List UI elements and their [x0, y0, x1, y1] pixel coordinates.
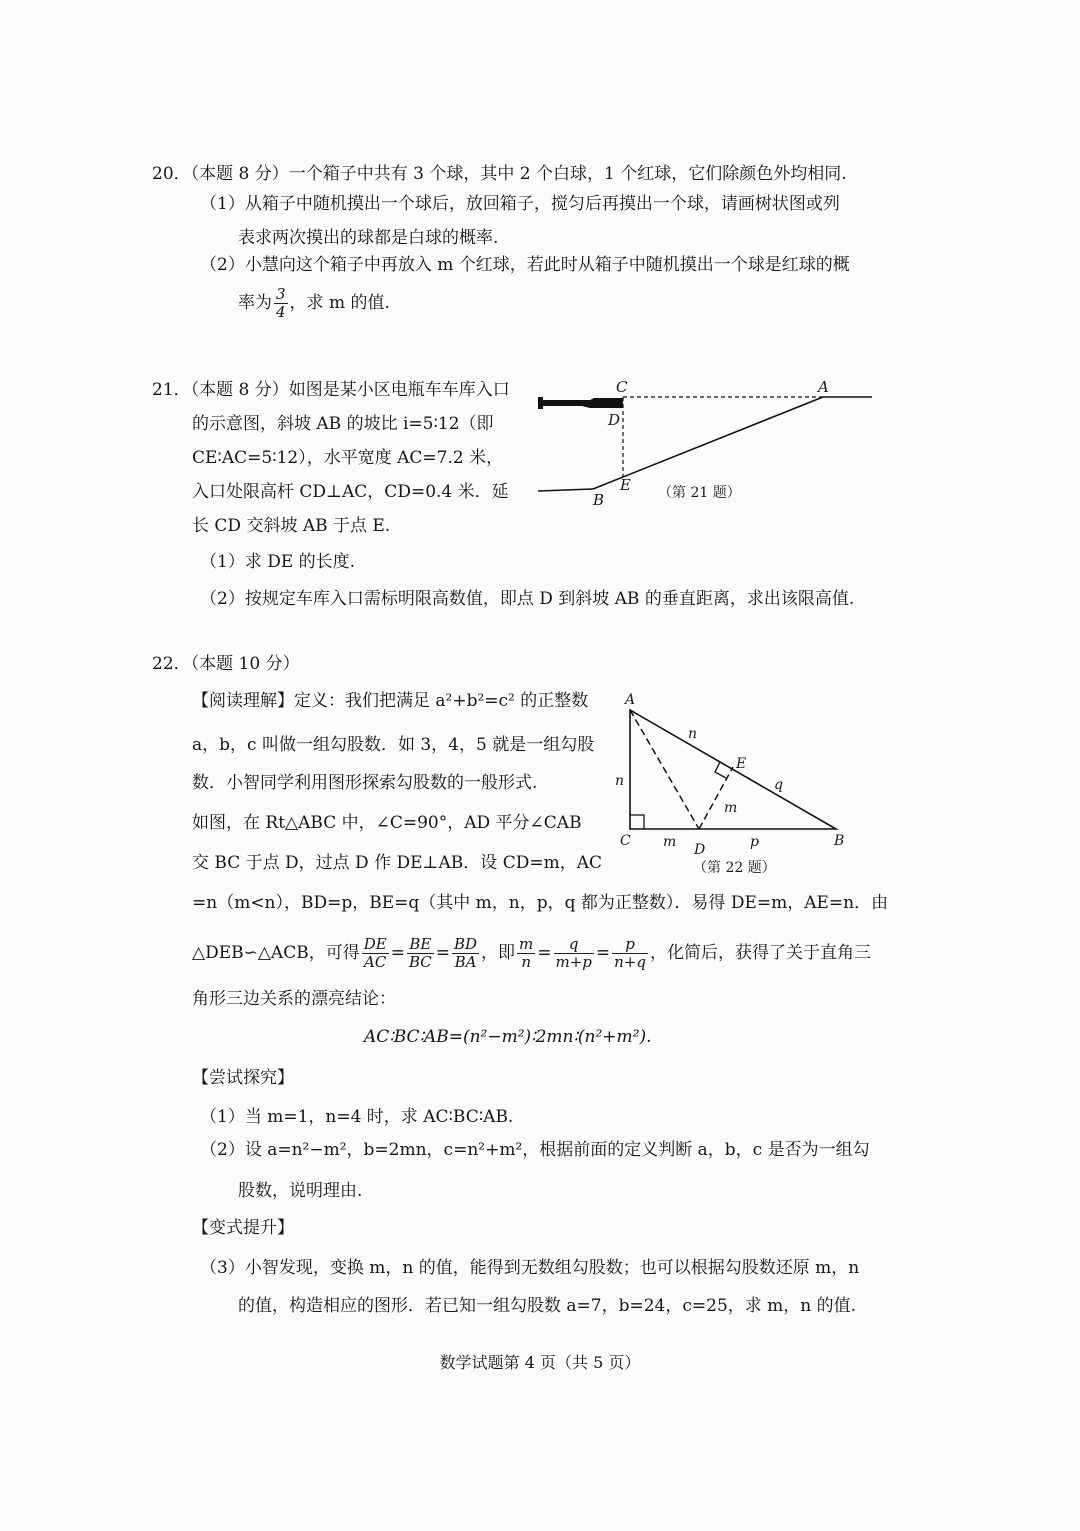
q21-line2: 的示意图，斜坡 AB 的坡比 i=5∶12（即 [192, 414, 494, 434]
q22-read-line6: =n（m<n），BD=p，BE=q（其中 m，n，p，q 都为正整数）．易得 DE=m，AE=n．由 [192, 893, 889, 913]
q21-sub1: （1）求 DE 的长度. [200, 552, 356, 572]
q22-frac-bd-ba [452, 936, 479, 971]
q22-var-title: 【变式提升】 [192, 1218, 294, 1238]
q21-line1: 21．（本题 8 分）如图是某小区电瓶车车库入口 [152, 380, 510, 400]
q21-line5: 长 CD 交斜坡 AB 于点 E. [192, 516, 391, 536]
q21-line3: CE∶AC=5∶12），水平宽度 AC=7.2 米， [192, 448, 504, 468]
q21-caption: （第 21 题） [658, 485, 741, 501]
q21-barrier-bar [543, 398, 623, 408]
q22-read-line4: 如图，在 Rt△ABC 中，∠C=90°，AD 平分∠CAB [192, 813, 582, 833]
q20-part1-line1: （1）从箱子中随机摸出一个球后，放回箱子，搅匀后再摸出一个球，请画树状图或列 [200, 194, 840, 214]
q20-frac-num: 3 [276, 285, 286, 303]
q22-label-c: C [620, 833, 631, 849]
q21-label-b: B [593, 491, 605, 509]
q21-label-a: A [818, 378, 829, 396]
q22-label-p: p [750, 834, 759, 850]
q22-f4-num: m [519, 935, 534, 953]
q22-caption: （第 22 题） [693, 860, 776, 876]
q20-frac-den: 4 [276, 303, 286, 321]
q22-frac-be-bc [407, 936, 434, 971]
q22-f4-den: n [521, 953, 531, 971]
q20-part1-line2: 表求两次摸出的球都是白球的概率. [238, 228, 499, 248]
q22-frac-q-mp [554, 936, 594, 971]
q21-figure [530, 370, 880, 510]
q22-frac-m-n [517, 936, 535, 971]
q22-label-m-de: m [724, 800, 738, 816]
q22-f1-den: AC [364, 953, 387, 971]
q22-try-q2-line2: 股数，说明理由. [238, 1181, 363, 1201]
q22-f5-num: q [554, 936, 594, 954]
q22-label-e: E [736, 756, 747, 772]
q22-f3-den: BA [454, 953, 477, 971]
q22-label-m-cd: m [663, 834, 677, 850]
q22-read-line2: a，b，c 叫做一组勾股数．如 3，4，5 就是一组勾股 [192, 735, 595, 755]
page-footer: 数学试题第 4 页（共 5 页） [439, 1353, 641, 1372]
q22-f5-den: m+p [555, 953, 592, 971]
q22-label-n-left: n [615, 773, 625, 789]
q22-f3-num: BD [453, 935, 478, 953]
q22-figure [608, 690, 868, 880]
q22-f6-num: p [612, 936, 648, 954]
q22-var-q3-line2: 的值，构造相应的图形．若已知一组勾股数 a=7，b=24，c=25，求 m，n 的值. [238, 1296, 857, 1316]
q21-label-e: E [620, 476, 631, 494]
q22-label-d: D [694, 842, 706, 858]
q22-var-q3-line1: （3）小智发现，变换 m，n 的值，能得到无数组勾股数；也可以根据勾股数还原 m，n [200, 1258, 860, 1278]
q22-frac-p-nq [612, 936, 648, 971]
q22-read-line1: 【阅读理解】定义：我们把满足 a²+b²=c² 的正整数 [192, 691, 589, 711]
q22-try-q1: （1）当 m=1，n=4 时，求 AC∶BC∶AB. [200, 1107, 514, 1127]
q22-line7-post: ，化简后，获得了关于直角三 [650, 943, 872, 963]
q20-part2-line1: （2）小慧向这个箱子中再放入 m 个红球，若此时从箱子中随机摸出一个球是红球的概 [200, 255, 850, 275]
q22-read-line5: 交 BC 于点 D，过点 D 作 DE⊥AB．设 CD=m，AC [192, 853, 602, 873]
q21-sub2: （2）按规定车库入口需标明限高数值，即点 D 到斜坡 AB 的垂直距离，求出该限高值. [200, 589, 855, 609]
q22-line7-pre: △DEB∽△ACB，可得 [192, 943, 360, 963]
q22-f2-num: BE [407, 936, 434, 954]
q22-label-n-hyp: n [688, 726, 698, 742]
q22-read-line7: △DEB∽△ACB，可得 $\frac{DE}{AC}$ = $\frac{BE}{BC}$ = $\frac{BD}{BA}$ ，即 $\frac{m}{n}$ = $\frac{q}{m+p}$ = $\frac{p}{n+q}$ ，化简后，获得了关于直角三 [192, 935, 872, 971]
q21-label-d: D [608, 411, 621, 429]
q22-line-de [699, 767, 733, 829]
q22-header: 22．（本题 10 分） [152, 654, 300, 674]
q22-label-a: A [625, 692, 636, 708]
q22-try-q2-line1: （2）设 a=n²−m²，b=2mn，c=n²+m²，根据前面的定义判断 a，b，c 是否为一组勾 [200, 1140, 870, 1160]
q22-f2-den: BC [408, 953, 432, 971]
q22-try-title: 【尝试探究】 [192, 1068, 294, 1088]
q20-fraction [274, 286, 288, 321]
q21-ground-left [538, 489, 593, 491]
q22-read-line3: 数．小智同学利用图形探索勾股数的一般形式. [192, 773, 538, 793]
q21-line4: 入口处限高杆 CD⊥AC，CD=0.4 米．延 [192, 482, 509, 502]
q22-right-angle-c [630, 815, 644, 829]
q21-barrier-post [538, 397, 543, 409]
q22-formula: AC∶BC∶AB=(n²−m²)∶2mn∶(n²+m²). [364, 1027, 652, 1047]
q22-f1-num: DE [363, 935, 387, 953]
q22-frac-de-ac [362, 936, 389, 971]
q20-part2-post: ，求 m 的值. [289, 293, 390, 313]
q22-read-line8: 角形三边关系的漂亮结论： [192, 989, 396, 1009]
q22-line7-mid: ，即 [481, 943, 516, 963]
q20-header: 20．（本题 8 分）一个箱子中共有 3 个球，其中 2 个白球，1 个红球，它们除颜色外均相同. [152, 164, 847, 184]
q20-part2-pre: 率为 [238, 293, 272, 313]
q22-label-q: q [774, 777, 783, 793]
q21-label-c: C [616, 378, 628, 396]
q22-label-b: B [834, 833, 845, 849]
q20-part2-line2 [238, 286, 390, 321]
q22-f6-den: n+q [614, 953, 647, 971]
